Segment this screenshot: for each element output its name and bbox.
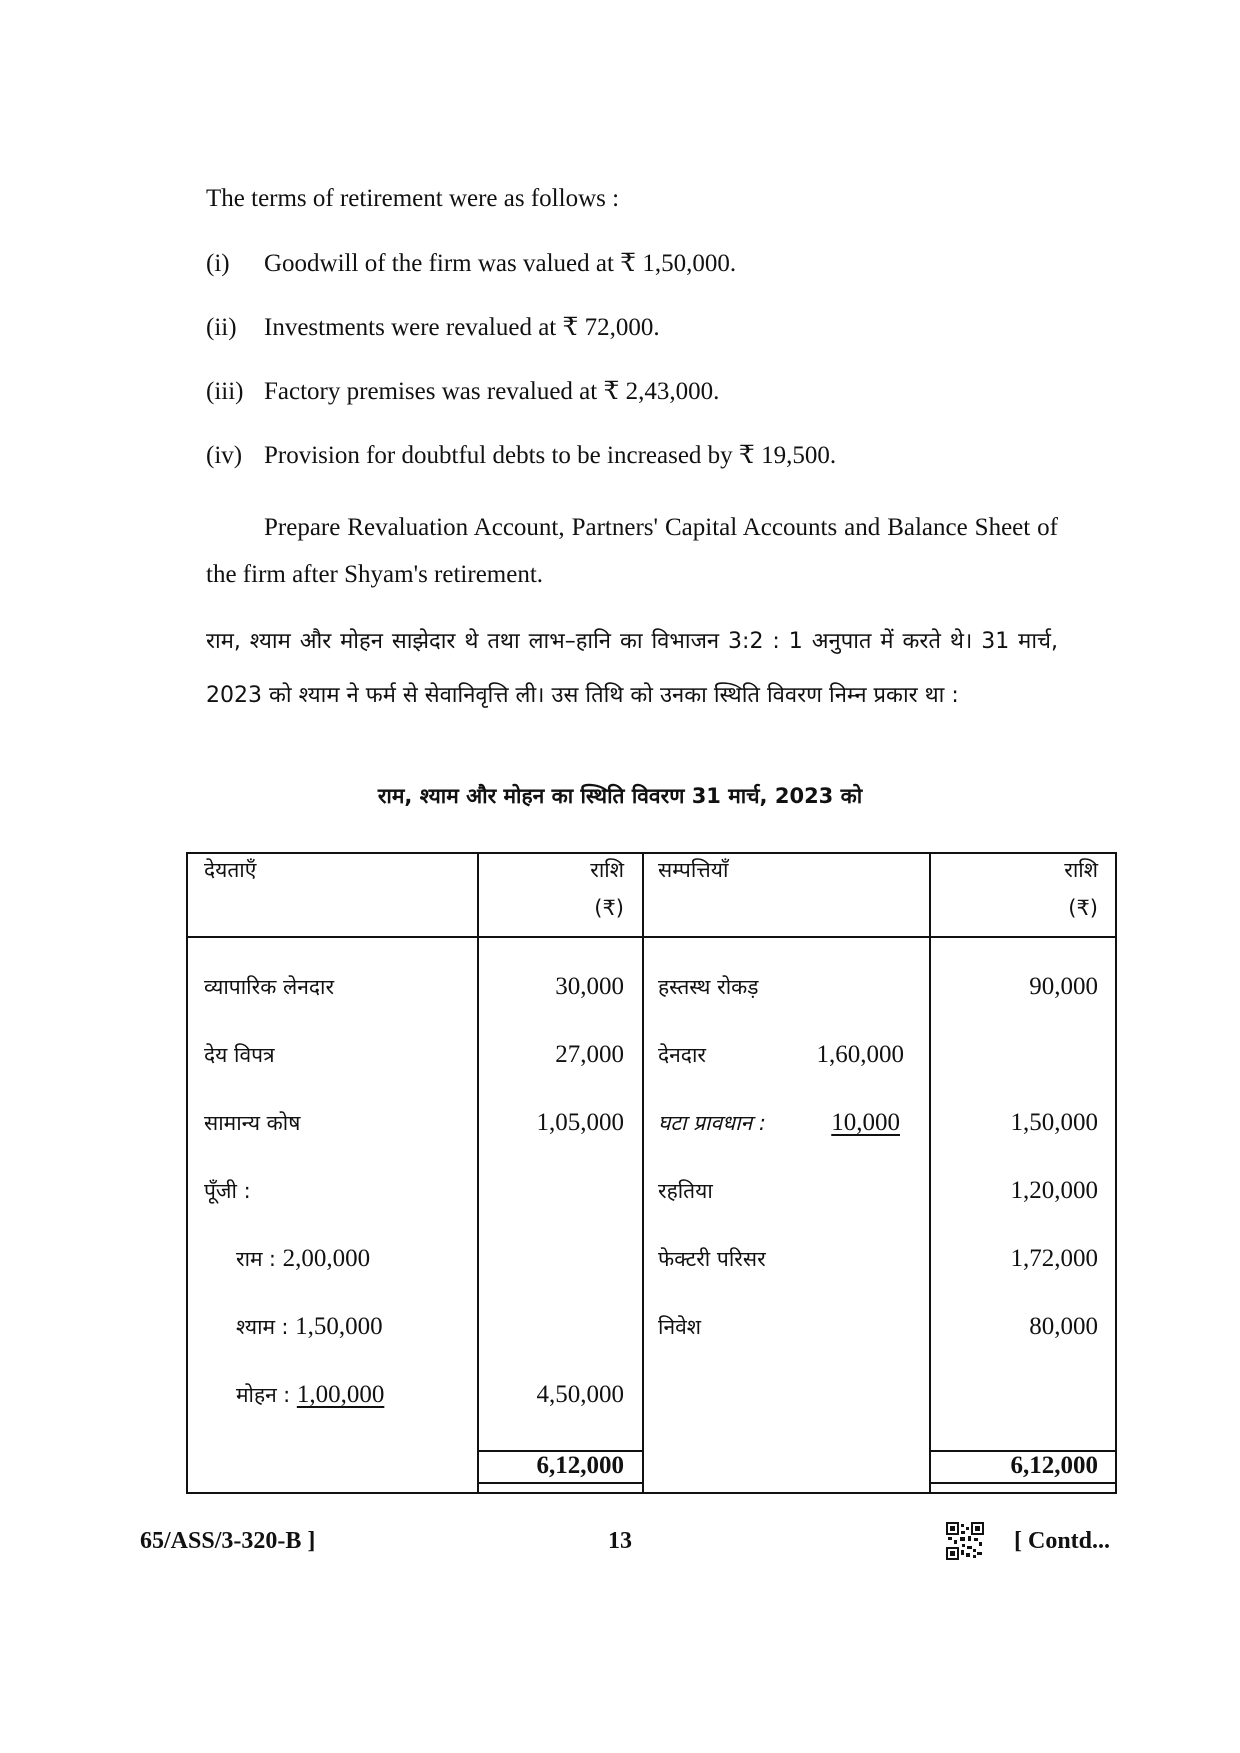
table-border (186, 852, 1117, 854)
term-item (206, 441, 836, 471)
table-border (1115, 852, 1117, 1494)
term-item (206, 377, 719, 407)
partner-name: श्याम (236, 1315, 276, 1339)
currency-header: (₹) (1068, 896, 1098, 920)
partner-name: राम (236, 1247, 263, 1271)
asset-label: फेक्टरी परिसर (658, 1247, 766, 1271)
asset-amount: 1,50,000 (1010, 1109, 1098, 1136)
partner-capital: 1,00,000 (296, 1381, 385, 1408)
liability-label: व्यापारिक लेनदार (204, 975, 335, 999)
assets-header: सम्पत्तियाँ (658, 858, 729, 882)
asset-label: निवेश (658, 1315, 702, 1339)
liability-label: पूँजी : (204, 1179, 251, 1203)
liability-amount: 1,05,000 (536, 1109, 624, 1136)
capital-row: श्याम : 1,50,000 (236, 1313, 383, 1340)
term-item (206, 249, 736, 279)
partner-capital: 2,00,000 (282, 1245, 371, 1272)
term-item (206, 313, 660, 343)
paper-code: 65/ASS/3-320-B ] (140, 1528, 316, 1554)
liability-label: देय विपत्र (204, 1043, 275, 1067)
term-text: Investments were revalued at ₹ 72,000. (264, 314, 660, 341)
terms-heading: The terms of retirement were as follows : (206, 185, 620, 212)
total-assets: 6,12,000 (1010, 1452, 1098, 1479)
term-text: Factory premises was revalued at ₹ 2,43,000. (264, 378, 720, 405)
liabilities-header: देयताएँ (204, 858, 257, 882)
asset-amount: 1,20,000 (1010, 1177, 1098, 1204)
table-border (186, 1492, 1117, 1494)
term-text: Goodwill of the firm was valued at ₹ 1,50,000. (264, 250, 737, 277)
continued-label: [ Contd... (1014, 1528, 1111, 1554)
term-number: (iii) (206, 378, 244, 405)
term-number: (i) (206, 250, 230, 277)
liability-label: सामान्य कोष (204, 1111, 301, 1135)
asset-label: हस्तस्थ रोकड़ (658, 975, 759, 999)
page-number: 13 (608, 1528, 632, 1554)
instruction-paragraph: Prepare Revaluation Account, Partners' Capital Accounts and Balance Sheet of the firm after Shyam's retirement. (206, 514, 1058, 588)
header-divider (186, 936, 1117, 938)
term-text: Provision for doubtful debts to be increased by ₹ 19,500. (264, 442, 837, 469)
total-liabilities: 6,12,000 (536, 1452, 624, 1479)
column-divider (642, 852, 644, 1494)
column-divider (929, 852, 931, 1494)
table-border (186, 852, 188, 1494)
asset-amount: 1,72,000 (1010, 1245, 1098, 1272)
term-number: (ii) (206, 314, 237, 341)
liability-amount: 30,000 (555, 973, 624, 1000)
currency-header: (₹) (594, 896, 624, 920)
capital-row: मोहन : 1,00,000 (236, 1381, 385, 1408)
asset-amount: 90,000 (1029, 973, 1098, 1000)
provision-amount: 10,000 (831, 1109, 900, 1136)
asset-inner-amount: 1,60,000 (816, 1041, 904, 1068)
capital-total: 4,50,000 (536, 1381, 624, 1408)
partner-capital: 1,50,000 (295, 1313, 383, 1340)
hindi-question-paragraph: राम, श्याम और मोहन साझेदार थे तथा लाभ–हानि का विभाजन 3:2 : 1 अनुपात में करते थे। 31 मार्च, 2023 को श्याम ने फर्म से सेवानिवृत्ति ली। उस तिथि को उनका स्थिति विवरण निम्न प्रकार था : (206, 629, 1058, 708)
amount-header: राशि (590, 858, 624, 882)
asset-inner-amount (786, 1108, 900, 1138)
asset-label: रहतिया (658, 1179, 713, 1203)
term-number: (iv) (206, 442, 243, 469)
amount-header: राशि (1064, 858, 1098, 882)
asset-label: घटा प्रावधान : (658, 1111, 766, 1135)
asset-amount: 80,000 (1029, 1313, 1098, 1340)
liability-amount: 27,000 (555, 1041, 624, 1068)
partner-name: मोहन (236, 1383, 277, 1407)
asset-label: देनदार (658, 1043, 706, 1067)
qr-code-icon (946, 1522, 984, 1560)
balance-sheet-title: राम, श्याम और मोहन का स्थिति विवरण 31 मार्च, 2023 को (377, 784, 863, 808)
balance-sheet-table (186, 852, 1117, 1494)
capital-row: राम : 2,00,000 (236, 1245, 371, 1272)
